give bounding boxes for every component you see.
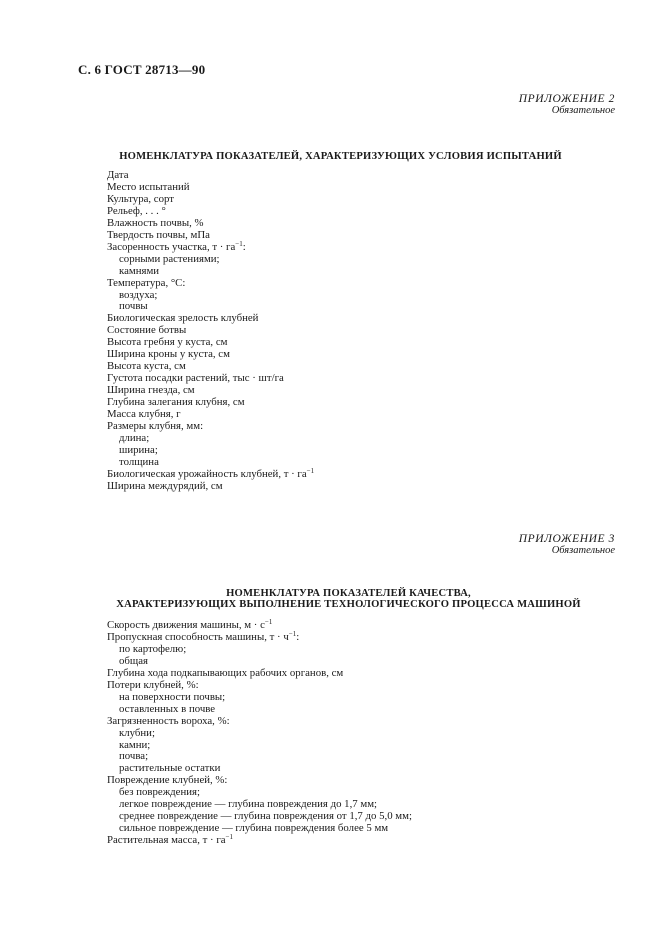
- unit-exponent: −1: [288, 629, 297, 638]
- list-item-text: Культура, сорт: [107, 192, 174, 205]
- unit-exponent: −1: [306, 466, 315, 475]
- list-item: [107, 481, 314, 493]
- list-item-text: Ширина гнезда, см: [107, 384, 195, 397]
- list-item-text: Густота посадки растений, тыс · шт/га: [107, 372, 284, 385]
- list-item-text: растительные остатки: [119, 762, 221, 775]
- list-item-text: среднее повреждение — глубина повреждения от 1,7 до 5,0 мм;: [119, 810, 412, 823]
- list-item-text: Состояние ботвы: [107, 324, 187, 337]
- list-item-text: оставленных в почве: [119, 702, 216, 715]
- list-item-text: Ширина кроны у куста, см: [107, 348, 230, 361]
- unit-exponent: −1: [235, 239, 243, 248]
- list-item-text: Биологическая зрелость клубней: [107, 312, 259, 325]
- list-item-text: почвы: [119, 300, 148, 313]
- appendix-2-title: ПРИЛОЖЕНИЕ 2: [518, 93, 615, 105]
- quality-indicators-list: [107, 620, 412, 847]
- list-item-text: Скорость движения машины, м · с: [107, 619, 265, 631]
- list-item-text: Растительная масса, т · га: [107, 834, 226, 847]
- list-item-text: ширина;: [119, 443, 158, 456]
- list-item-suffix: :: [242, 240, 246, 253]
- section-title-test-conditions: НОМЕНКЛАТУРА ПОКАЗАТЕЛЕЙ, ХАРАКТЕРИЗУЮЩИХ УСЛОВИЯ ИСПЫТАНИЙ: [119, 151, 562, 162]
- list-item-text: Размеры клубня, мм:: [107, 420, 204, 433]
- list-item-text: легкое повреждение — глубина повреждения до 1,7 мм;: [119, 798, 378, 811]
- list-item-text: Дата: [107, 169, 129, 181]
- section-title-quality-indicators: [18, 588, 661, 610]
- page-header: С. 6 ГОСТ 28713—90: [78, 62, 206, 77]
- unit-exponent: −1: [264, 618, 273, 626]
- list-item-text: Высота гребня у куста, см: [107, 336, 228, 349]
- list-item-text: по картофелю;: [119, 642, 187, 655]
- list-item-text: на поверхности почвы;: [119, 690, 226, 703]
- list-item-text: камнями: [119, 264, 160, 277]
- list-item-text: толщина: [119, 455, 159, 468]
- list-item-text: Твердость почвы, мПа: [107, 228, 210, 241]
- list-item-text: длина;: [119, 431, 150, 444]
- list-item-text: Место испытаний: [107, 180, 190, 193]
- list-item: [107, 740, 412, 752]
- list-item-text: Масса клубня, г: [107, 408, 181, 421]
- list-item-text: Повреждение клубней, %:: [107, 774, 228, 787]
- list-item-text: общая: [119, 654, 148, 667]
- list-item-text: воздуха;: [119, 288, 158, 301]
- list-item: [107, 644, 412, 656]
- list-item-text: Высота куста, см: [107, 360, 186, 373]
- appendix-2-status: Обязательное: [551, 105, 615, 116]
- list-item-text: Глубина залегания клубня, см: [107, 396, 245, 409]
- list-item-text: без повреждения;: [119, 786, 200, 799]
- list-item-text: камни;: [119, 738, 151, 751]
- appendix-2-label: [519, 93, 615, 117]
- list-item-text: сильное повреждение — глубина повреждения более 5 мм: [119, 822, 389, 835]
- section-title-line-2: ХАРАКТЕРИЗУЮЩИХ ВЫПОЛНЕНИЕ ТЕХНОЛОГИЧЕСКОГО ПРОЦЕССА МАШИНОЙ: [116, 599, 581, 610]
- list-item-text: Загрязненность вороха, %:: [107, 714, 230, 727]
- list-item-text: Пропускная способность машины, т · ч: [107, 630, 289, 643]
- list-item-text: Глубина хода подкапывающих рабочих органов, см: [107, 666, 344, 679]
- list-item: [107, 835, 412, 847]
- appendix-3-status: Обязательное: [551, 545, 615, 556]
- list-item-text: Биологическая урожайность клубней, т · га: [107, 467, 307, 480]
- unit-exponent: −1: [225, 833, 233, 842]
- list-item-text: Ширина междурядий, см: [107, 479, 223, 492]
- list-item-text: Потери клубней, %:: [107, 678, 199, 691]
- list-item-text: Рельеф, . . . °: [107, 204, 166, 217]
- list-item-text: Температура, °С:: [107, 276, 186, 289]
- list-item-text: почва;: [119, 750, 149, 763]
- appendix-3-label: [519, 533, 615, 557]
- list-item: [107, 728, 412, 740]
- test-conditions-list: [107, 170, 314, 493]
- list-item-text: сорными растениями;: [119, 252, 220, 265]
- appendix-3-title: ПРИЛОЖЕНИЕ 3: [518, 533, 615, 545]
- section-title-line-1: НОМЕНКЛАТУРА ПОКАЗАТЕЛЕЙ КАЧЕСТВА,: [226, 588, 471, 599]
- list-item-suffix: :: [296, 630, 300, 643]
- list-item-text: Влажность почвы, %: [107, 216, 204, 229]
- list-item-text: Засоренность участка, т · га: [107, 240, 236, 253]
- list-item-text: клубни;: [119, 726, 155, 739]
